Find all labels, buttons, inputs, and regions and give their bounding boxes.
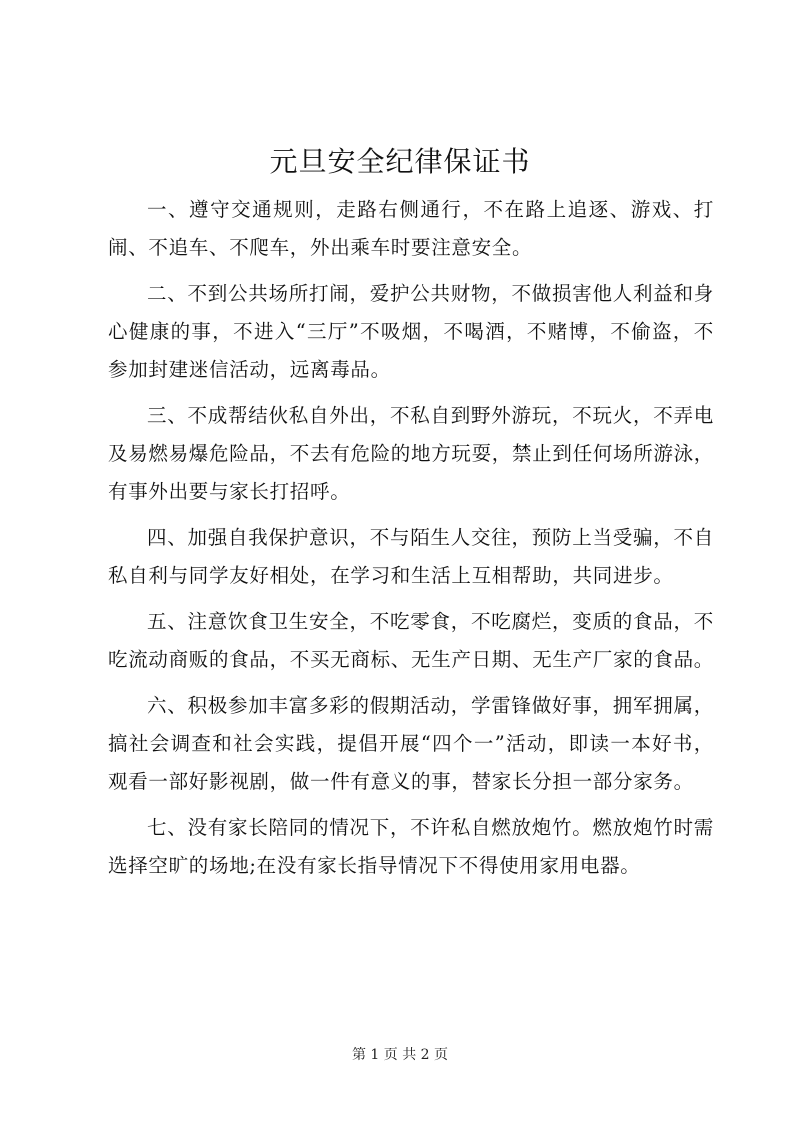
clause-5: 五、注意饮食卫生安全，不吃零食，不吃腐烂，变质的食品，不吃流动商贩的食品，不买无商标、无生产日期、无生产厂家的食品。 [108, 610, 715, 671]
document-title: 元旦安全纪律保证书 [269, 145, 531, 178]
document-body [108, 191, 714, 885]
clause-7: 七、没有家长陪同的情况下，不许私自燃放炮竹。燃放炮竹时需选择空旷的场地;在没有家长指导情况下不得使用家用电器。 [108, 816, 714, 877]
clause-1: 一、遵守交通规则，走路右侧通行，不在路上追逐、游戏、打闹、不追车、不爬车，外出乘车时要注意安全。 [108, 198, 714, 259]
clause-4: 四、加强自我保护意识，不与陌生人交往，预防上当受骗，不自私自利与同学友好相处，在学习和生活上互相帮助，共同进步。 [108, 526, 714, 587]
clause-6: 六、积极参加丰富多彩的假期活动，学雷锋做好事，拥军拥属，搞社会调查和社会实践，提倡开展“四个一”活动，即读一本好书，观看一部好影视剧，做一件有意义的事，替家长分担一部分家务。 [108, 694, 714, 793]
clause-3: 三、不成帮结伙私自外出，不私自到野外游玩，不玩火，不弄电及易燃易爆危险品，不去有危险的地方玩耍，禁止到任何场所游泳，有事外出要与家长打招呼。 [108, 404, 715, 503]
page-number-footer: 第 1 页 共 2 页 [351, 1047, 449, 1063]
clause-2: 二、不到公共场所打闹，爱护公共财物，不做损害他人利益和身心健康的事，不进入“三厅”不吸烟，不喝酒，不赌博，不偷盗，不参加封建迷信活动，远离毒品。 [108, 282, 714, 381]
